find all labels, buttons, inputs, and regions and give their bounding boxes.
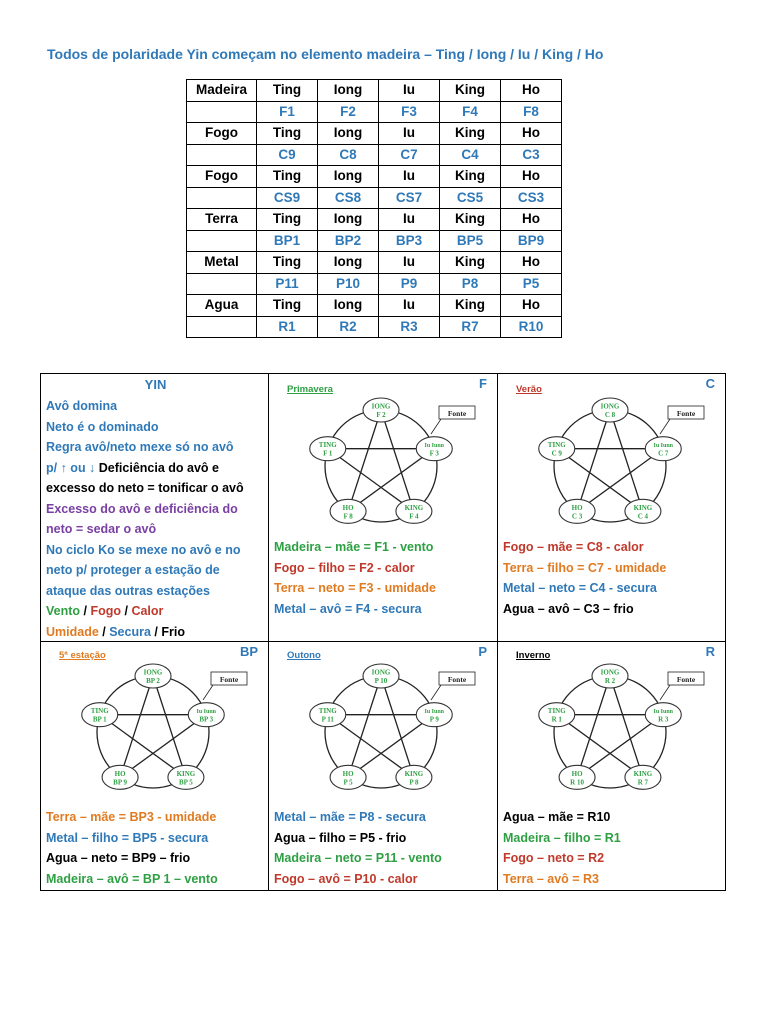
text-line <box>46 499 244 520</box>
svg-text:Iu Iunn: Iu Iunn <box>653 443 674 450</box>
text-segment: excesso do neto = tonificar o avô <box>46 481 244 495</box>
season-label: Verão <box>516 384 542 395</box>
element-cell <box>187 144 257 166</box>
table-row <box>187 187 562 209</box>
meridian-code: C <box>705 376 715 391</box>
node-ho <box>330 499 366 523</box>
text-line <box>274 578 436 599</box>
text-segment: Fogo – mãe = C8 - calor <box>503 540 644 554</box>
text-segment: Calor <box>131 604 164 618</box>
table-cell: Iong <box>318 295 379 317</box>
table-cell: Ho <box>501 80 562 102</box>
text-segment: Fogo – neto = R2 <box>503 851 605 865</box>
node-ting <box>310 703 346 727</box>
svg-text:BP 3: BP 3 <box>199 715 214 724</box>
svg-text:Iu Iunn: Iu Iunn <box>424 443 445 450</box>
svg-text:P 9: P 9 <box>429 715 439 724</box>
svg-text:C 8: C 8 <box>604 411 616 419</box>
text-line <box>274 537 436 558</box>
table-cell: Iu <box>379 295 440 317</box>
text-segment: Fogo <box>90 604 125 618</box>
svg-text:F 8: F 8 <box>343 512 353 521</box>
text-segment: Secura <box>109 624 155 639</box>
text-segment: Madeira – neto = P11 - vento <box>274 851 442 865</box>
node-ting <box>82 703 118 727</box>
text-segment: Agua – mãe = R10 <box>503 810 611 824</box>
meridian-code: BP <box>239 644 258 659</box>
table-cell: P11 <box>257 273 318 295</box>
text-line <box>46 519 244 540</box>
svg-text:C 3: C 3 <box>571 512 583 521</box>
text-segment: ataque das outras estações <box>46 583 210 598</box>
svg-text:IONG: IONG <box>371 402 391 411</box>
node-iu <box>416 703 452 727</box>
text-segment: Agua – filho = P5 - frio <box>274 830 407 845</box>
table-row <box>187 144 562 166</box>
table-cell: Ho <box>501 252 562 274</box>
svg-text:R 7: R 7 <box>637 778 649 787</box>
element-cell <box>187 101 257 123</box>
text-line <box>46 458 244 479</box>
text-segment: Metal – neto = C4 - secura <box>503 581 657 595</box>
yin-panel <box>40 373 269 642</box>
text-segment: / <box>102 624 110 639</box>
table-cell: Iong <box>318 209 379 231</box>
fonte-label: Fonte <box>447 675 467 684</box>
table-cell: R3 <box>379 316 440 338</box>
text-segment: Madeira – avô = BP 1 – vento <box>46 871 218 886</box>
text-segment: Agua – avô – C3 – frio <box>503 601 634 616</box>
table-cell: Iu <box>379 80 440 102</box>
table-cell: BP9 <box>501 230 562 252</box>
svg-text:KING: KING <box>633 769 653 778</box>
svg-text:TING: TING <box>90 707 109 716</box>
text-line <box>274 848 442 869</box>
season-label: Outono <box>287 650 321 661</box>
element-cell: Madeira <box>187 80 257 102</box>
text-line <box>503 828 621 849</box>
text-segment: Fogo – filho = F2 - calor <box>274 560 415 575</box>
svg-text:P 10: P 10 <box>374 677 388 685</box>
text-segment: Neto é o dominado <box>46 419 159 434</box>
meridian-code: F <box>479 376 487 391</box>
meridian-code: P <box>478 644 487 659</box>
table-cell: BP2 <box>318 230 379 252</box>
five-element-diagram <box>510 662 720 797</box>
text-line <box>46 622 244 643</box>
table-cell: King <box>440 295 501 317</box>
svg-text:R 1: R 1 <box>551 715 562 724</box>
five-element-diagram <box>281 662 491 797</box>
panel-quinta-estacao <box>40 641 269 891</box>
svg-text:F 3: F 3 <box>429 449 439 458</box>
text-line <box>503 537 666 558</box>
table-cell: C4 <box>440 144 501 166</box>
svg-text:IONG: IONG <box>143 668 163 677</box>
table-row <box>187 166 562 188</box>
table-cell: Iu <box>379 209 440 231</box>
table-cell: Ting <box>257 80 318 102</box>
svg-text:C 9: C 9 <box>551 449 562 458</box>
table-cell: BP5 <box>440 230 501 252</box>
text-segment: Madeira – filho = R1 <box>503 830 621 845</box>
svg-text:BP 5: BP 5 <box>179 778 193 787</box>
text-segment: Metal – avô = F4 - secura <box>274 601 422 616</box>
table-cell: Ting <box>257 209 318 231</box>
svg-text:F 2: F 2 <box>376 411 386 419</box>
fonte-label: Fonte <box>219 675 239 684</box>
table-cell: P10 <box>318 273 379 295</box>
five-element-diagram <box>510 396 720 531</box>
text-segment: Frio <box>161 624 185 639</box>
table-cell: King <box>440 166 501 188</box>
table-cell: C7 <box>379 144 440 166</box>
text-segment: Terra – mãe = BP3 - umidade <box>46 810 217 824</box>
text-line <box>274 807 442 828</box>
table-cell: BP1 <box>257 230 318 252</box>
table-row <box>187 123 562 145</box>
panel-verao <box>497 373 726 642</box>
node-ting <box>310 437 346 461</box>
text-segment: / <box>83 604 91 618</box>
text-segment: neto = sedar o avô <box>46 522 157 536</box>
season-label: 5ª estação <box>59 650 106 661</box>
text-line <box>503 848 621 869</box>
text-line <box>46 581 244 602</box>
node-iu <box>188 703 224 727</box>
table-cell: F3 <box>379 101 440 123</box>
table-cell: Iu <box>379 166 440 188</box>
table-row <box>187 101 562 123</box>
table-cell: King <box>440 80 501 102</box>
svg-text:TING: TING <box>547 441 566 450</box>
text-line <box>503 599 666 620</box>
svg-text:F 4: F 4 <box>409 512 419 521</box>
node-ting <box>539 703 575 727</box>
table-cell: C3 <box>501 144 562 166</box>
text-segment: Terra – filho = C7 - umidade <box>503 560 667 575</box>
text-segment: Terra – avô = R3 <box>503 871 600 886</box>
node-king <box>396 765 432 789</box>
text-line <box>274 828 442 849</box>
table-cell: BP3 <box>379 230 440 252</box>
meridian-code: R <box>705 644 715 659</box>
node-ting <box>539 437 575 461</box>
svg-text:KING: KING <box>633 503 653 512</box>
svg-text:BP 9: BP 9 <box>113 778 127 787</box>
svg-text:TING: TING <box>318 441 337 450</box>
table-cell: Iong <box>318 123 379 145</box>
svg-text:HO: HO <box>571 503 583 512</box>
table-cell: Iong <box>318 252 379 274</box>
svg-text:HO: HO <box>342 769 354 778</box>
text-line <box>46 869 218 890</box>
svg-text:HO: HO <box>571 769 583 778</box>
node-king <box>396 499 432 523</box>
text-line <box>46 848 218 869</box>
text-line <box>46 540 244 561</box>
svg-text:C 7: C 7 <box>658 449 669 458</box>
text-segment: Deficiência do avô e <box>98 460 219 475</box>
fonte-label: Fonte <box>676 675 696 684</box>
five-element-diagram <box>281 396 491 531</box>
text-line <box>46 601 244 622</box>
text-segment: / <box>154 624 162 639</box>
relation-list <box>503 537 666 619</box>
table-cell: F1 <box>257 101 318 123</box>
text-line <box>274 599 436 620</box>
node-iong <box>363 398 399 422</box>
table-row <box>187 209 562 231</box>
text-line <box>503 558 666 579</box>
table-cell: P8 <box>440 273 501 295</box>
element-cell: Fogo <box>187 123 257 145</box>
node-ho <box>559 765 595 789</box>
element-cell <box>187 230 257 252</box>
text-line <box>503 807 621 828</box>
text-segment: No ciclo Ko se mexe no avô e no <box>46 542 241 557</box>
text-line <box>274 558 436 579</box>
table-cell: Ho <box>501 295 562 317</box>
element-cell: Terra <box>187 209 257 231</box>
yin-rules <box>46 396 244 642</box>
relation-list <box>46 807 218 889</box>
svg-text:BP 2: BP 2 <box>146 677 160 685</box>
table-row <box>187 273 562 295</box>
table-cell: Iong <box>318 166 379 188</box>
text-line <box>46 396 244 417</box>
text-line <box>46 828 218 849</box>
table-cell: Iu <box>379 123 440 145</box>
table-cell: Ho <box>501 166 562 188</box>
table-cell: F4 <box>440 101 501 123</box>
node-iong <box>592 398 628 422</box>
svg-text:R 2: R 2 <box>604 677 616 685</box>
table-cell: P9 <box>379 273 440 295</box>
table-cell: Ting <box>257 123 318 145</box>
node-iong <box>592 664 628 688</box>
svg-text:R 3: R 3 <box>658 715 669 724</box>
element-cell <box>187 187 257 209</box>
element-cell: Metal <box>187 252 257 274</box>
table-cell: Ho <box>501 209 562 231</box>
text-segment: / <box>124 604 132 618</box>
table-cell: R2 <box>318 316 379 338</box>
svg-text:P 11: P 11 <box>321 715 334 724</box>
table-cell: R10 <box>501 316 562 338</box>
svg-text:P 5: P 5 <box>343 778 353 787</box>
node-iu <box>645 437 681 461</box>
text-line <box>46 560 244 581</box>
text-segment: Metal – filho = BP5 - secura <box>46 830 209 845</box>
svg-text:R 10: R 10 <box>570 778 584 787</box>
node-ho <box>559 499 595 523</box>
table-cell: Ho <box>501 123 562 145</box>
table-cell: Ting <box>257 166 318 188</box>
node-ho <box>102 765 138 789</box>
table-row <box>187 80 562 102</box>
node-iu <box>645 703 681 727</box>
svg-text:KING: KING <box>176 769 196 778</box>
relation-list <box>503 807 621 889</box>
page-title: Todos de polaridade Yin começam no elemento madeira – Ting / Iong / Iu / King / Ho <box>47 46 604 62</box>
svg-text:BP 1: BP 1 <box>92 715 107 724</box>
table-cell: CS3 <box>501 187 562 209</box>
text-segment: Terra – neto = F3 - umidade <box>274 581 436 595</box>
svg-text:P 8: P 8 <box>409 778 419 787</box>
element-cell <box>187 273 257 295</box>
text-segment: Metal – mãe = P8 - secura <box>274 810 426 824</box>
element-cell: Fogo <box>187 166 257 188</box>
panel-inverno <box>497 641 726 891</box>
table-cell: C8 <box>318 144 379 166</box>
svg-text:C 4: C 4 <box>637 512 649 521</box>
svg-text:F 1: F 1 <box>323 449 333 458</box>
svg-text:Iu Iunn: Iu Iunn <box>196 709 217 716</box>
table-cell: C9 <box>257 144 318 166</box>
table-cell: King <box>440 209 501 231</box>
svg-text:IONG: IONG <box>371 668 391 677</box>
table-cell: CS5 <box>440 187 501 209</box>
text-segment: neto p/ proteger a estação de <box>46 563 220 577</box>
text-segment: Vento <box>46 604 84 618</box>
table-cell: Ting <box>257 252 318 274</box>
text-line <box>46 478 244 499</box>
fonte-label: Fonte <box>676 409 696 418</box>
node-iong <box>363 664 399 688</box>
table-cell: Ting <box>257 295 318 317</box>
text-segment: Umidade <box>46 624 103 639</box>
svg-text:Iu Iunn: Iu Iunn <box>424 709 445 716</box>
text-segment: Regra avô/neto mexe só no avô <box>46 440 234 454</box>
svg-text:IONG: IONG <box>600 668 620 677</box>
table-cell: CS9 <box>257 187 318 209</box>
panel-outono <box>268 641 498 891</box>
node-king <box>168 765 204 789</box>
text-segment: Madeira – mãe = F1 - vento <box>274 540 434 554</box>
text-segment: Fogo – avô = P10 - calor <box>274 871 418 886</box>
yin-heading: YIN <box>144 377 167 392</box>
relation-list <box>274 807 442 889</box>
node-ho <box>330 765 366 789</box>
season-label: Inverno <box>516 650 551 661</box>
svg-text:HO: HO <box>342 503 354 512</box>
text-line <box>503 869 621 890</box>
node-king <box>625 499 661 523</box>
text-line <box>503 578 666 599</box>
table-cell: R7 <box>440 316 501 338</box>
table-row <box>187 252 562 274</box>
table-cell: F8 <box>501 101 562 123</box>
table-cell: P5 <box>501 273 562 295</box>
text-line <box>46 437 244 458</box>
text-line <box>46 417 244 438</box>
text-segment: p/ ↑ ou ↓ <box>46 460 99 475</box>
table-row <box>187 230 562 252</box>
table-cell: CS8 <box>318 187 379 209</box>
table-cell: R1 <box>257 316 318 338</box>
svg-text:KING: KING <box>404 503 424 512</box>
svg-text:IONG: IONG <box>600 402 620 411</box>
node-king <box>625 765 661 789</box>
table-cell: CS7 <box>379 187 440 209</box>
table-cell: Iong <box>318 80 379 102</box>
svg-text:KING: KING <box>404 769 424 778</box>
table-cell: Iu <box>379 252 440 274</box>
cycle-grid <box>40 373 726 891</box>
svg-text:HO: HO <box>114 769 126 778</box>
table-row <box>187 295 562 317</box>
text-line <box>274 869 442 890</box>
fonte-label: Fonte <box>447 409 467 418</box>
text-line <box>46 807 218 828</box>
svg-text:TING: TING <box>547 707 566 716</box>
table-cell: F2 <box>318 101 379 123</box>
text-segment: Agua – neto = BP9 – frio <box>46 851 191 865</box>
table-cell: King <box>440 123 501 145</box>
svg-text:TING: TING <box>318 707 337 716</box>
five-element-diagram <box>53 662 263 797</box>
text-segment: Excesso do avô e deficiência do <box>46 501 238 516</box>
season-label: Primavera <box>287 384 333 395</box>
node-iu <box>416 437 452 461</box>
text-segment: Avô domina <box>46 399 118 413</box>
panel-primavera <box>268 373 498 642</box>
element-cell: Agua <box>187 295 257 317</box>
element-cell <box>187 316 257 338</box>
table-cell: King <box>440 252 501 274</box>
table-row <box>187 316 562 338</box>
points-table <box>186 79 562 338</box>
svg-text:Iu Iunn: Iu Iunn <box>653 709 674 716</box>
node-iong <box>135 664 171 688</box>
relation-list <box>274 537 436 619</box>
